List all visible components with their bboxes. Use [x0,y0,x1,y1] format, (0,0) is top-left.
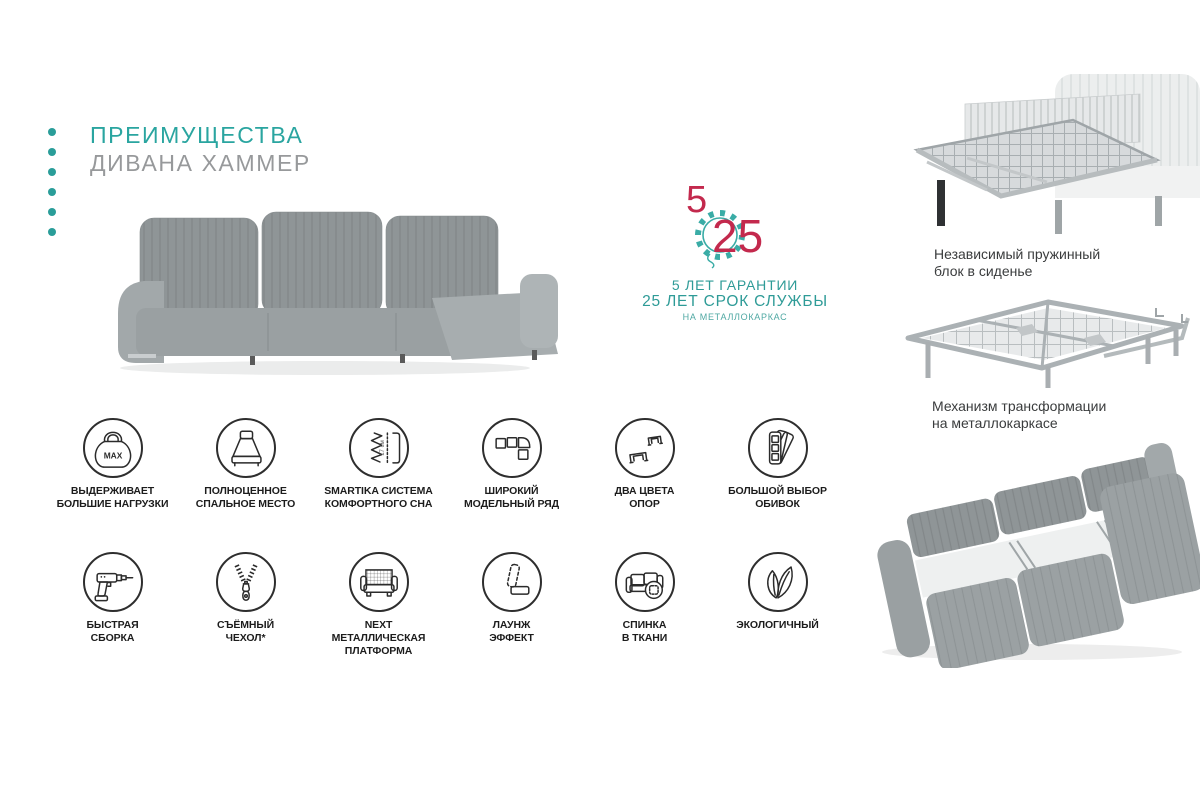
feature-label: ОБИВОК [755,498,800,510]
unfolded-sofa-bed-photo [862,438,1200,668]
feature-label: SMARTIKA СИСТЕМА [324,485,433,497]
sofa-platform-icon [349,552,409,612]
pullout-spring-frame-photo [905,62,1200,240]
dot-icon [48,208,56,216]
feature-fabric-back [578,552,711,658]
feature-label: ДВА ЦВЕТА [614,485,675,497]
caption-line: на металлокаркасе [932,415,1058,431]
warranty-line2: 25 ЛЕТ СРОК СЛУЖБЫ [642,293,828,310]
dot-icon [48,188,56,196]
caption-line: блок в сиденье [934,263,1033,279]
feature-label: ЭКОЛОГИЧНЫЙ [736,619,819,631]
feature-next-platform [312,552,445,658]
zipper-icon [216,552,276,612]
feature-label: БОЛЬШОЙ ВЫБОР [728,485,827,497]
feature-heavy-load [46,418,179,511]
feature-label: БЫСТРАЯ [86,619,139,631]
page-title-line2: ДИВАНА ХАММЕР [90,150,311,176]
warranty-badge [630,179,840,333]
drill-icon [83,552,143,612]
feature-label: СБОРКА [90,632,135,644]
feature-label: ЭФФЕКТ [489,632,534,644]
feature-label: СПИНКА [622,619,667,631]
accent-dots-column [48,128,56,236]
svg-text:17 см: 17 см [379,440,386,456]
feature-label: ПЛАТФОРМА [344,645,413,657]
feature-upholstery-choice [711,418,844,511]
dot-icon [48,168,56,176]
feature-label: СПАЛЬНОЕ МЕСТО [195,498,296,510]
mattress-icon [216,418,276,478]
features-row-2 [46,552,844,658]
caption-transform-mechanism [932,398,1106,432]
svg-text:MAX: MAX [103,450,122,461]
feature-label: В ТКАНИ [621,632,668,644]
dot-icon [48,228,56,236]
feature-lounge-effect [445,552,578,658]
recline-backrest-icon [482,552,542,612]
caption-spring-block [934,246,1100,280]
feature-label: ПОЛНОЦЕННОЕ [204,485,287,497]
modular-blocks-icon [482,418,542,478]
leaves-icon [748,552,808,612]
feature-label: ЧЕХОЛ* [225,632,266,644]
fabric-back-icon [615,552,675,612]
feature-label: СЪЁМНЫЙ [216,619,275,631]
warranty-line1: 5 ЛЕТ ГАРАНТИИ [671,277,799,293]
feature-model-range [445,418,578,511]
caption-line: Механизм трансформации [932,398,1107,414]
feature-label: МЕТАЛЛИЧЕСКАЯ [331,632,426,644]
warranty-years-5: 5 [686,179,708,221]
feature-label: ШИРОКИЙ [484,485,539,497]
feature-fast-assembly [46,552,179,658]
gray-corner-sofa-photo [100,196,560,381]
caption-line: Независимый пружинный [934,246,1101,262]
page-title [90,121,311,177]
feature-label: ЛАУНЖ [492,619,531,631]
features-row-1 [46,418,844,511]
feature-eco [711,552,844,658]
spring-coil-icon [349,418,409,478]
feature-label: ОПОР [629,498,660,510]
page-title-line1: ПРЕИМУЩЕСТВА [90,122,304,148]
fabric-swatches-icon [748,418,808,478]
metal-transform-frame-photo [898,286,1190,392]
warranty-years-25: 25 [712,210,764,262]
feature-label: NEXT [364,619,393,631]
feature-sleeping-place [179,418,312,511]
feature-label: МОДЕЛЬНЫЙ РЯД [464,498,559,510]
kettlebell-max-icon [83,418,143,478]
feature-smartika [312,418,445,511]
dot-icon [48,128,56,136]
dot-icon [48,148,56,156]
support-legs-icon [615,418,675,478]
feature-label: ВЫДЕРЖИВАЕТ [70,485,155,497]
feature-leg-colors [578,418,711,511]
feature-label: КОМФОРТНОГО СНА [324,498,433,510]
feature-label: БОЛЬШИЕ НАГРУЗКИ [56,498,169,510]
feature-removable-cover [179,552,312,658]
warranty-line3: НА МЕТАЛЛОКАРКАС [682,312,788,322]
